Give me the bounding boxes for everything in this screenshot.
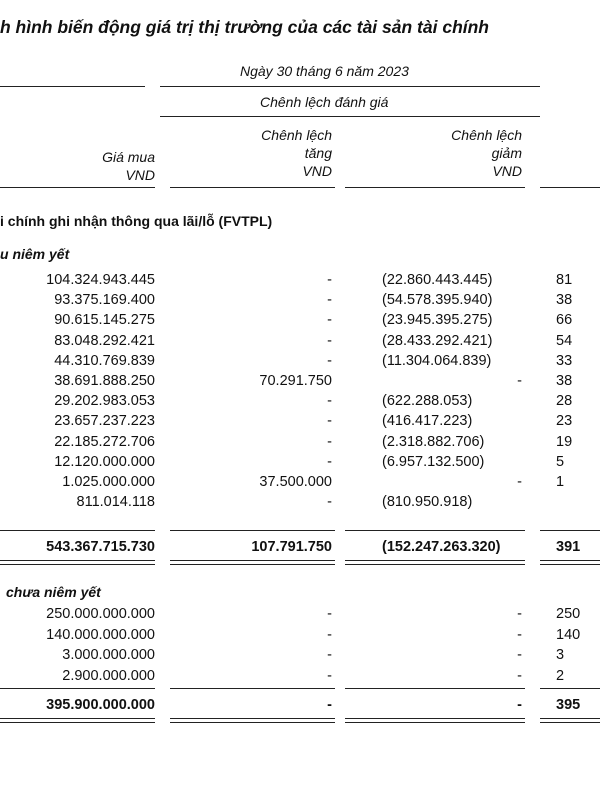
cost-cell: 93.375.169.400	[54, 292, 155, 309]
cost-cell: 250.000.000.000	[46, 606, 155, 622]
listed-double-rule-partial	[540, 560, 600, 565]
listed-row	[0, 494, 600, 513]
decrease-cell: (23.945.395.275)	[382, 312, 493, 329]
decrease-cell: (54.578.395.940)	[382, 292, 493, 309]
partial-value-cell: 38	[556, 292, 573, 309]
increase-cell: -	[327, 626, 332, 643]
listed-rule-increase	[170, 530, 335, 531]
listed-row	[0, 474, 600, 493]
increase-cell: 37.500.000	[259, 474, 332, 490]
period-header: Ngày 30 tháng 6 năm 2023	[240, 63, 409, 79]
listed-double-rule-decrease	[345, 560, 525, 565]
increase-cell: -	[327, 433, 332, 450]
decrease-cell: -	[517, 667, 522, 684]
partial-value-cell: 54	[556, 332, 573, 349]
cost-cell: 395.900.000.000	[46, 697, 155, 713]
col-header-increase-line1: Chênh lệch	[261, 127, 332, 143]
cost-cell: 23.657.237.223	[54, 413, 155, 430]
increase-cell: -	[327, 312, 332, 329]
group-divider	[160, 116, 540, 117]
group-header: Chênh lệch đánh giá	[260, 94, 389, 110]
increase-cell: -	[327, 272, 332, 288]
partial-value-cell: 140	[556, 626, 581, 643]
decrease-cell: (622.288.053)	[382, 393, 473, 410]
cost-cell: 83.048.292.421	[54, 332, 155, 349]
section-title: i chính ghi nhận thông qua lãi/lỗ (FVTPL)	[0, 213, 273, 229]
decrease-cell: (6.957.132.500)	[382, 453, 485, 470]
unlisted-rule-cost	[0, 688, 155, 689]
decrease-cell: (22.860.443.445)	[382, 272, 493, 288]
col-header-decrease-line1: Chênh lệch	[451, 127, 522, 143]
decrease-cell: (810.950.918)	[382, 494, 473, 511]
listed-rule-decrease	[345, 530, 525, 531]
unlisted-total	[0, 697, 600, 716]
listed-row	[0, 413, 600, 432]
col-rule-increase	[170, 187, 335, 188]
unlisted-row	[0, 668, 600, 687]
increase-cell: -	[327, 352, 332, 369]
unlisted-row	[0, 606, 600, 625]
unlisted-double-rule-partial	[540, 718, 600, 723]
partial-value-cell: 19	[556, 433, 573, 450]
partial-value-cell: 28	[556, 393, 573, 410]
increase-cell: -	[327, 332, 332, 349]
listed-label: u niêm yết	[0, 246, 70, 262]
decrease-cell: -	[517, 626, 522, 643]
partial-value-cell: 1	[556, 474, 565, 490]
listed-double-rule-increase	[170, 560, 335, 565]
decrease-cell: -	[517, 373, 522, 389]
col-header-increase-line2: tăng	[304, 145, 332, 161]
listed-rule-cost	[0, 530, 155, 531]
decrease-cell: (2.318.882.706)	[382, 433, 485, 450]
cost-cell: 2.900.000.000	[62, 667, 155, 684]
partial-value-cell: 33	[556, 352, 573, 369]
header-divider	[160, 86, 540, 87]
col-header-decrease	[451, 126, 522, 180]
decrease-cell: (28.433.292.421)	[382, 332, 493, 349]
cost-cell: 3.000.000.000	[62, 647, 155, 663]
cost-cell: 29.202.983.053	[54, 393, 155, 410]
increase-cell: -	[327, 667, 332, 684]
increase-cell: -	[327, 606, 332, 622]
col-rule-partial	[540, 187, 600, 188]
listed-row	[0, 353, 600, 372]
partial-value-cell: 395	[556, 697, 581, 713]
increase-cell: -	[327, 413, 332, 430]
cost-cell: 811.014.118	[76, 494, 155, 511]
cost-cell: 104.324.943.445	[46, 272, 155, 288]
unlisted-double-rule-increase	[170, 718, 335, 723]
partial-value-cell: 391	[556, 539, 581, 555]
decrease-cell: -	[517, 474, 522, 490]
listed-row	[0, 292, 600, 311]
unlisted-double-rule-decrease	[345, 718, 525, 723]
partial-value-cell: 2	[556, 667, 565, 684]
unlisted-double-rule-cost	[0, 718, 155, 723]
listed-row	[0, 373, 600, 392]
partial-value-cell: 5	[556, 453, 565, 470]
cost-cell: 44.310.769.839	[54, 352, 155, 369]
listed-total	[0, 539, 600, 558]
increase-cell: -	[327, 494, 332, 511]
col-header-cost	[102, 148, 155, 184]
decrease-cell: (416.417.223)	[382, 413, 473, 430]
decrease-cell: -	[517, 697, 522, 713]
listed-row	[0, 454, 600, 473]
header-divider-left	[0, 86, 145, 87]
increase-cell: -	[327, 647, 332, 663]
document-title: h hình biến động giá trị thị trường của các tài sản tài chính	[0, 17, 490, 37]
listed-row	[0, 393, 600, 412]
cost-cell: 543.367.715.730	[46, 539, 155, 555]
col-header-cost-line1: Giá mua	[102, 149, 155, 165]
cost-cell: 22.185.272.706	[54, 433, 155, 450]
listed-row	[0, 434, 600, 453]
cost-cell: 38.691.888.250	[54, 373, 155, 389]
increase-cell: -	[327, 453, 332, 470]
col-header-increase-unit: VND	[302, 163, 332, 179]
col-header-decrease-line2: giảm	[491, 145, 522, 161]
unlisted-rule-decrease	[345, 688, 525, 689]
increase-cell: 70.291.750	[259, 373, 332, 389]
unlisted-label: chưa niêm yết	[6, 584, 101, 600]
unlisted-row	[0, 647, 600, 666]
unlisted-rule-partial	[540, 688, 600, 689]
listed-rule-partial	[540, 530, 600, 531]
cost-cell: 12.120.000.000	[54, 453, 155, 470]
col-header-decrease-unit: VND	[492, 163, 522, 179]
listed-row	[0, 333, 600, 352]
partial-value-cell: 66	[556, 312, 573, 329]
partial-value-cell: 38	[556, 373, 573, 389]
decrease-cell: (152.247.263.320)	[382, 539, 501, 555]
cost-cell: 1.025.000.000	[62, 474, 155, 490]
col-header-increase	[261, 126, 332, 180]
increase-cell: 107.791.750	[251, 539, 332, 555]
listed-double-rule-cost	[0, 560, 155, 565]
partial-value-cell: 250	[556, 606, 581, 622]
cost-cell: 90.615.145.275	[54, 312, 155, 329]
listed-row	[0, 272, 600, 291]
decrease-cell: -	[517, 606, 522, 622]
increase-cell: -	[327, 697, 332, 713]
increase-cell: -	[327, 393, 332, 410]
decrease-cell: (11.304.064.839)	[382, 352, 492, 369]
increase-cell: -	[327, 292, 332, 309]
decrease-cell: -	[517, 647, 522, 663]
col-rule-cost	[0, 187, 155, 188]
cost-cell: 140.000.000.000	[46, 626, 155, 643]
partial-value-cell: 3	[556, 647, 565, 663]
unlisted-row	[0, 627, 600, 646]
col-header-cost-unit: VND	[125, 167, 155, 183]
partial-value-cell: 23	[556, 413, 573, 430]
listed-row	[0, 312, 600, 331]
col-rule-decrease	[345, 187, 525, 188]
unlisted-rule-increase	[170, 688, 335, 689]
partial-value-cell: 81	[556, 272, 573, 288]
